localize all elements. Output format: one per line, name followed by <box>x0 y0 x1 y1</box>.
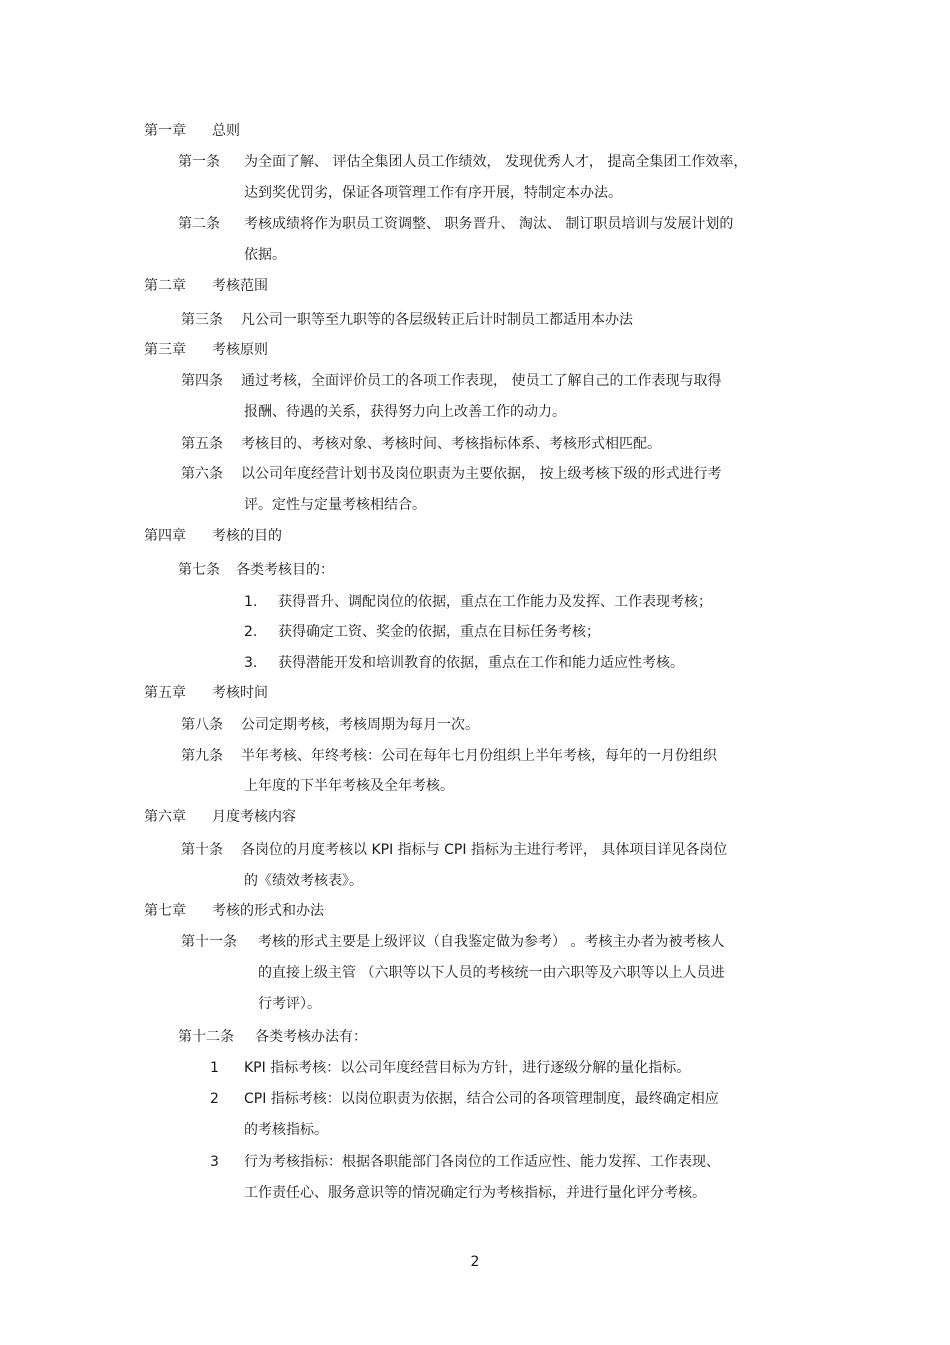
article-2-line-2: 依据。 <box>244 247 286 263</box>
article-12-number: 第十二条 <box>178 1029 234 1045</box>
chapter-6-number: 第六章 <box>144 809 186 825</box>
article-11-line-2: 的直接上级主管 （六职等以下人员的考核统一由六职等及六职等以上人员进 <box>258 965 725 981</box>
article-7-number: 第七条 <box>178 562 220 578</box>
method-item-1-number: 1 <box>210 1060 219 1076</box>
chapter-3-title: 考核原则 <box>212 342 268 358</box>
chapter-6-title: 月度考核内容 <box>212 809 296 825</box>
article-11-number: 第十一条 <box>181 934 237 950</box>
method-item-2-number: 2 <box>210 1091 219 1107</box>
method-item-1-text: KPI 指标考核：以公司年度经营目标为方针，进行逐级分解的量化指标。 <box>244 1060 691 1076</box>
method-item-2-line-1: CPI 指标考核：以岗位职责为依据，结合公司的各项管理制度，最终确定相应 <box>244 1091 719 1107</box>
article-1-number: 第一条 <box>178 154 220 170</box>
chapter-4-title: 考核的目的 <box>212 528 282 544</box>
article-12-line-1: 各类考核办法有： <box>255 1029 367 1045</box>
page-number: 2 <box>470 1254 480 1270</box>
article-9-number: 第九条 <box>181 748 223 764</box>
article-2-number: 第二条 <box>178 216 220 232</box>
chapter-2-number: 第二章 <box>144 278 186 294</box>
chapter-7-number: 第七章 <box>144 903 186 919</box>
chapter-1-title: 总则 <box>212 123 240 139</box>
method-item-3-line-2: 工作责任心、服务意识等的情况确定行为考核指标，并进行量化评分考核。 <box>244 1185 706 1201</box>
article-10-number: 第十条 <box>181 842 223 858</box>
purpose-item-1-text: 获得晋升、调配岗位的依据，重点在工作能力及发挥、工作表现考核； <box>278 594 712 610</box>
article-5-line-1: 考核目的、考核对象、考核时间、考核指标体系、考核形式相匹配。 <box>241 436 661 452</box>
method-item-2-line-2: 的考核指标。 <box>244 1122 328 1138</box>
method-item-3-number: 3 <box>210 1154 219 1170</box>
article-10-line-2: 的《绩效考核表》。 <box>244 873 363 889</box>
method-item-3-line-1: 行为考核指标：根据各职能部门各岗位的工作适应性、能力发挥、工作表现、 <box>244 1154 720 1170</box>
article-9-line-1: 半年考核、年终考核：公司在每年七月份组织上半年考核，每年的一月份组织 <box>241 748 717 764</box>
chapter-4-number: 第四章 <box>144 528 186 544</box>
chapter-5-number: 第五章 <box>144 685 186 701</box>
purpose-item-3-text: 获得潜能开发和培训教育的依据，重点在工作和能力适应性考核。 <box>278 655 684 671</box>
article-9-line-2: 上年度的下半年考核及全年考核。 <box>244 778 454 794</box>
purpose-item-2-number: 2. <box>244 624 258 640</box>
chapter-7-title: 考核的形式和办法 <box>212 903 324 919</box>
article-2-line-1: 考核成绩将作为职员工资调整、 职务晋升、 淘汰、 制订职员培训与发展计划的 <box>244 216 734 232</box>
article-6-line-2: 评。定性与定量考核相结合。 <box>244 497 426 513</box>
chapter-5-title: 考核时间 <box>212 685 268 701</box>
article-8-number: 第八条 <box>181 717 223 733</box>
article-11-line-1: 考核的形式主要是上级评议（自我鉴定做为参考） 。考核主办者为被考核人 <box>258 934 725 950</box>
purpose-item-1-number: 1. <box>244 594 258 610</box>
chapter-3-number: 第三章 <box>144 342 186 358</box>
article-6-number: 第六条 <box>181 466 223 482</box>
article-8-line-1: 公司定期考核，考核周期为每月一次。 <box>241 717 479 733</box>
chapter-2-title: 考核范围 <box>212 278 268 294</box>
purpose-item-3-number: 3. <box>244 655 258 671</box>
article-1-line-2: 达到奖优罚劣，保证各项管理工作有序开展，特制定本办法。 <box>244 185 622 201</box>
article-4-number: 第四条 <box>181 373 223 389</box>
article-5-number: 第五条 <box>181 436 223 452</box>
article-11-line-3: 行考评）。 <box>258 996 321 1012</box>
article-4-line-2: 报酬、待遇的关系，获得努力向上改善工作的动力。 <box>244 404 566 420</box>
article-4-line-1: 通过考核，全面评价员工的各项工作表现， 使员工了解自己的工作表现与取得 <box>241 373 722 389</box>
article-10-line-1: 各岗位的月度考核以 KPI 指标与 CPI 指标为主进行考评， 具体项目详见各岗位 <box>241 842 728 858</box>
article-1-line-1: 为全面了解、 评估全集团人员工作绩效， 发现优秀人才， 提高全集团工作效率， <box>244 154 748 170</box>
chapter-1-number: 第一章 <box>144 123 186 139</box>
purpose-item-2-text: 获得确定工资、奖金的依据，重点在目标任务考核； <box>278 624 600 640</box>
article-3-number: 第三条 <box>181 312 223 328</box>
article-3-line-1: 凡公司一职等至九职等的各层级转正后计时制员工都适用本办法 <box>241 312 633 328</box>
article-7-line-1: 各类考核目的： <box>236 562 334 578</box>
article-6-line-1: 以公司年度经营计划书及岗位职责为主要依据， 按上级考核下级的形式进行考 <box>241 466 722 482</box>
